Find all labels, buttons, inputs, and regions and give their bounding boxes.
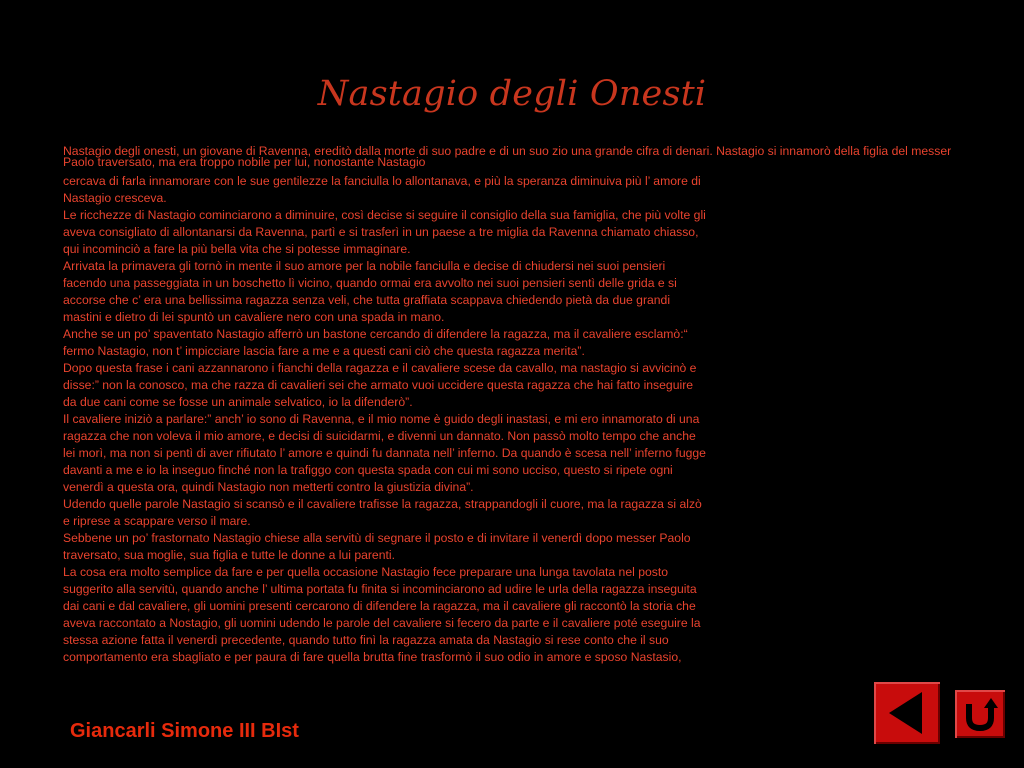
story-line: ragazza che non voleva il mio amore, e decisi di suicidarmi, e divenni un dannato. Non passò molto tempo che anche <box>63 429 696 443</box>
story-line: e riprese a scappare verso il mare. <box>63 514 251 528</box>
story-line: suggerito alla servitù, quando anche l’ ultima portata fu finita si incominciarono ad udire le urla della ragazza inseguita <box>63 582 697 596</box>
return-button[interactable] <box>955 690 1005 738</box>
story-text <box>63 146 983 666</box>
story-line: Le ricchezze di Nastagio cominciarono a diminuire, così decise si seguire il consiglio della sua famiglia, che più volte gli <box>63 208 706 222</box>
story-line: dai cani e dal cavaliere, gli uomini presenti cercarono di difendere la ragazza, ma il cavaliere gli raccontò la storia che <box>63 599 696 613</box>
slide-title: Nastagio degli Onesti <box>317 74 707 114</box>
story-line: accorse che c’ era una bellissima ragazza senza veli, che tutta graffiata scappava chiedendo pietà da due grandi <box>63 293 671 307</box>
story-line: lei morì, ma non si pentì di aver rifiutato l’ amore e quindi fu dannata nell’ inferno. Da quando è scesa nell’ inferno fugge <box>63 446 706 460</box>
story-line: mastini e dietro di lei spuntò un cavaliere nero con una spada in mano. <box>63 310 445 324</box>
previous-slide-button[interactable] <box>874 682 940 744</box>
story-lines <box>63 173 983 666</box>
story-line: Udendo quelle parole Nastagio si scansò e il cavaliere trafisse la ragazza, strappandogli il cuore, ma la ragazza si alzò <box>63 497 702 511</box>
story-line: fermo Nastagio, non t’ impicciare lascia fare a me e a questi cani ciò che questa ragazza merita”. <box>63 344 585 358</box>
story-line: Il cavaliere iniziò a parlare:” anch’ io sono di Ravenna, e il mio nome è guido degli inastasi, e mi ero innamorato di una <box>63 412 700 426</box>
story-line: da due cani come se fosse un animale selvatico, io la difenderò”. <box>63 395 413 409</box>
story-line: stessa azione fatta il venerdì precedente, quando tutto finì la ragazza amata da Nastagio si rese conto che il suo <box>63 633 669 647</box>
author-credit: Giancarli Simone III BIst <box>70 720 299 742</box>
story-line: qui incominciò a fare la più bella vita che si potesse immaginare. <box>63 242 411 256</box>
left-triangle-icon <box>874 682 940 744</box>
story-intro: Nastagio degli onesti, un giovane di Ravenna, ereditò dalla morte di suo padre e di un suo zio una grande cifra di denari. Nastagio si innamorò della figlia del messer Paolo traversato, ma era troppo nobile per lui, nonostante Nastagio <box>63 144 952 169</box>
return-arrow-icon <box>955 690 1005 738</box>
story-line: aveva raccontato a Nostagio, gli uomini udendo le parole del cavaliere si fecero da parte e il cavaliere poté eseguire la <box>63 616 701 630</box>
story-line: cercava di farla innamorare con le sue gentilezze la fanciulla lo allontanava, e più la speranza diminuiva più l’ amore di <box>63 174 701 188</box>
story-line: comportamento era sbagliato e per paura di fare quella brutta fine trasformò il suo odio in amore e sposo Nastasio, <box>63 650 682 664</box>
story-line: Sebbene un po’ frastornato Nastagio chiese alla servitù di segnare il posto e di invitare il venerdì dopo messer Paolo <box>63 531 691 545</box>
story-line: davanti a me e io la inseguo finché non la trafiggo con questa spada con cui mi sono ucciso, questo si ripete ogni <box>63 463 673 477</box>
story-line: La cosa era molto semplice da fare e per quella occasione Nastagio fece preparare una lunga tavolata nel posto <box>63 565 669 579</box>
story-line: disse:” non la conosco, ma che razza di cavalieri sei che armato vuoi uccidere questa ragazza che hai fatto inseguire <box>63 378 694 392</box>
story-line: venerdì a questa ora, quindi Nastagio non metterti contro la giustizia divina”. <box>63 480 474 494</box>
story-line: traversato, sua moglie, sua figlia e tutte le donne a lui parenti. <box>63 548 395 562</box>
story-line: Arrivata la primavera gli tornò in mente il suo amore per la nobile fanciulla e decise di chiudersi nei suoi pensieri <box>63 259 666 273</box>
story-line: aveva consigliato di allontanarsi da Ravenna, partì e si trasferì in un paese a tre miglia da Ravenna chiamato chiasso, <box>63 225 699 239</box>
story-line: facendo una passeggiata in un boschetto lì vicino, quando ormai era avvolto nei suoi pensieri sentì delle grida e si <box>63 276 677 290</box>
story-line: Anche se un po’ spaventato Nastagio afferrò un bastone cercando di difendere la ragazza, ma il cavaliere esclamò:“ <box>63 327 688 341</box>
story-line: Dopo questa frase i cani azzannarono i fianchi della ragazza e il cavaliere scese da cavallo, ma nastagio si avvicinò e <box>63 361 697 375</box>
story-line: Nastagio cresceva. <box>63 191 167 205</box>
